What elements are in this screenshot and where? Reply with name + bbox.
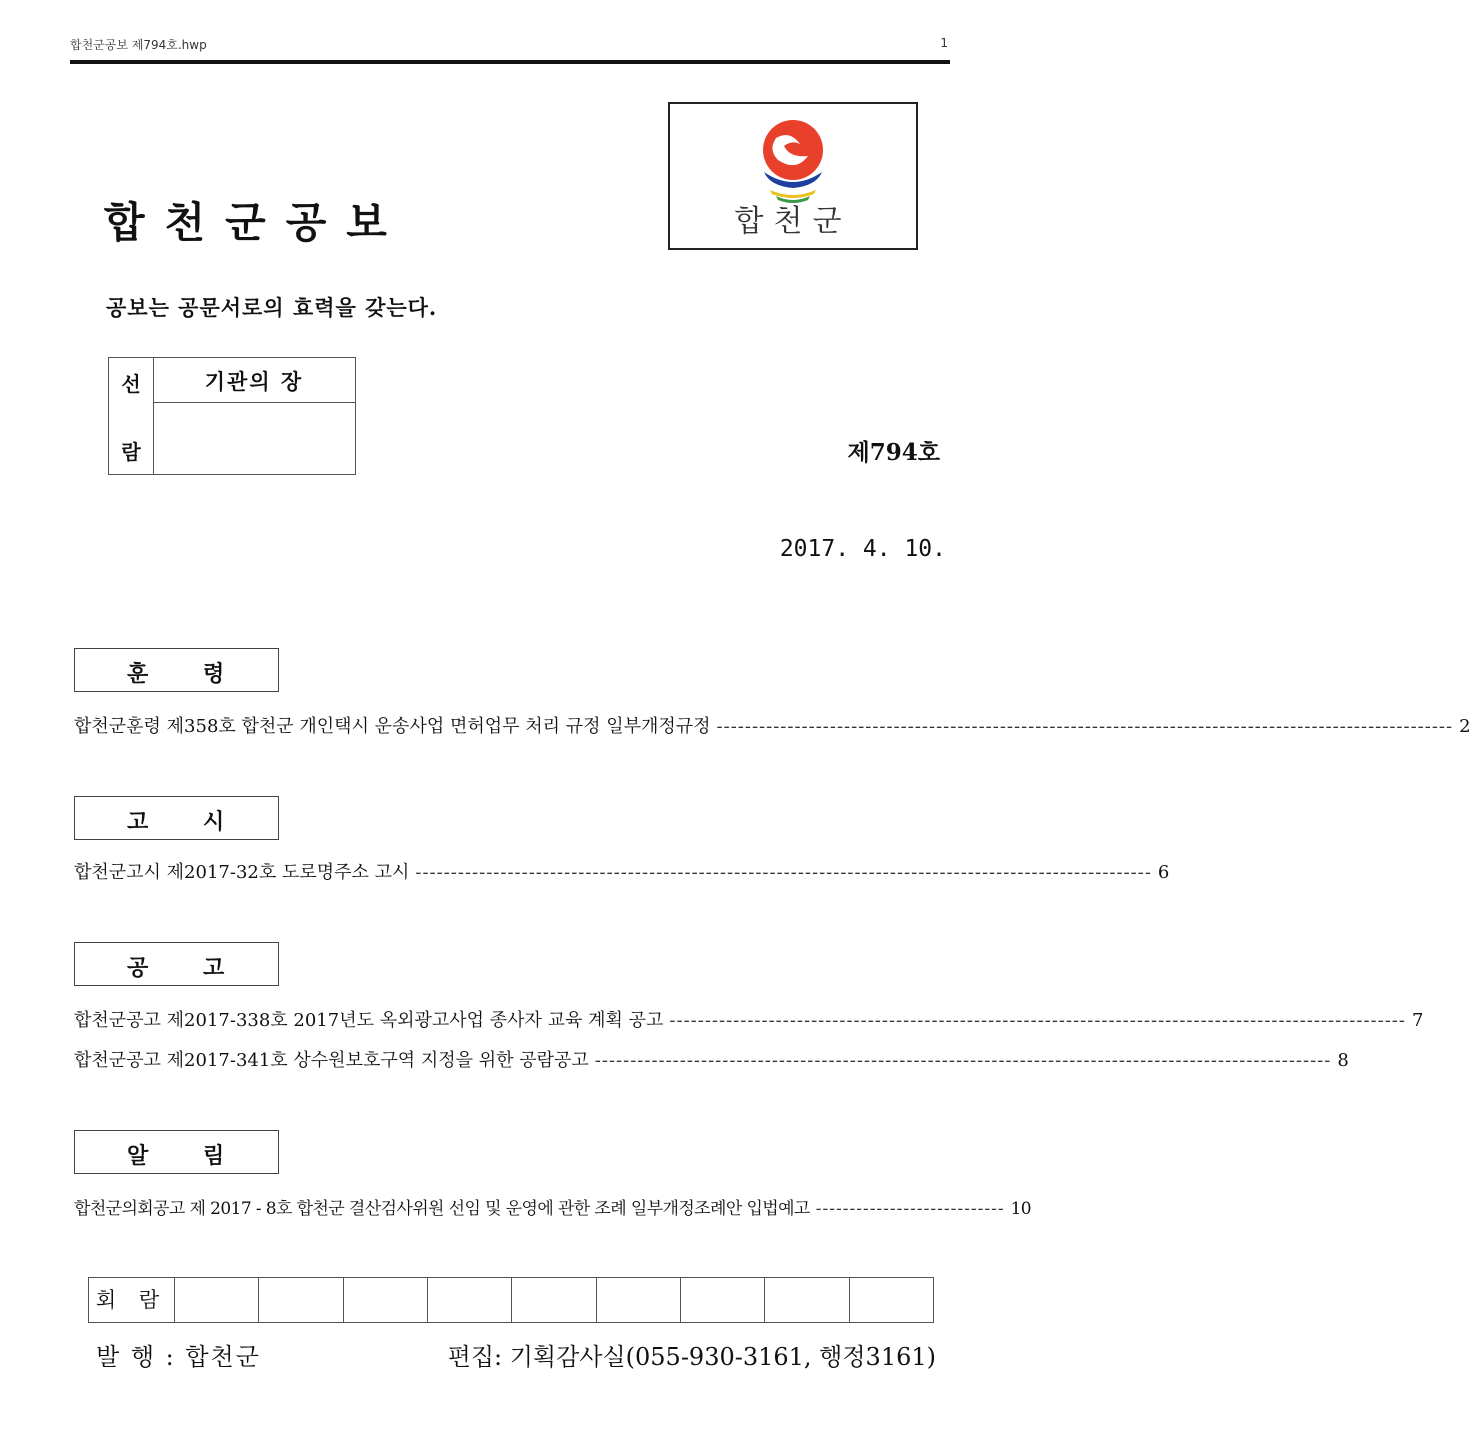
section-label-char-1: 알: [127, 1144, 149, 1169]
publisher-line: 발 행 : 합천군: [96, 1343, 261, 1371]
section-label-char-2: 림: [203, 1144, 225, 1169]
toc-entry-text: 합천군공고 제2017-341호 상수원보호구역 지정을 위한 공람공고: [74, 1050, 589, 1071]
approval-side-top: 선: [121, 372, 141, 396]
approval-divider-horizontal: [153, 402, 355, 403]
tagline: 공보는 공문서로의 효력을 갖는다.: [106, 295, 438, 320]
section-header-gosi: [74, 796, 279, 840]
toc-leader: --------------------------------------------------------------------------------------------------------: [669, 1010, 1406, 1031]
toc-entry-page: 10: [1010, 1199, 1032, 1219]
toc-entry-text: 합천군공고 제2017-338호 2017년도 옥외광고사업 종사자 교육 계획 공고: [74, 1010, 664, 1031]
circulation-sign-cell: [259, 1278, 343, 1322]
toc-entry-page: 6: [1157, 862, 1170, 883]
circulation-sign-cell: [175, 1278, 259, 1322]
toc-entry[interactable]: [74, 1194, 1032, 1219]
section-label-char-1: 훈: [127, 662, 149, 687]
section-label-char-1: 고: [127, 810, 149, 835]
approval-heading: 기관의 장: [204, 369, 304, 394]
circulation-sign-cell: [597, 1278, 681, 1322]
county-emblem-icon: [756, 114, 830, 204]
toc-entry[interactable]: [74, 858, 1170, 884]
page-title: 합천군공보: [104, 198, 407, 247]
section-label-char-1: 공: [127, 956, 149, 981]
section-header-gonggo: [74, 942, 279, 986]
issue-number: 제794호: [847, 439, 940, 466]
toc-entry[interactable]: [74, 1006, 1424, 1032]
circulation-sign-cell: [765, 1278, 849, 1322]
section-label-char-2: 령: [203, 662, 225, 687]
toc-entry[interactable]: [74, 1046, 1349, 1072]
approval-table: [108, 357, 356, 475]
section-header-allim: [74, 1130, 279, 1174]
toc-entry-text: 합천군훈령 제358호 합천군 개인택시 운송사업 면허업무 처리 규정 일부개정규정: [74, 716, 711, 737]
running-header-page-number: 1: [940, 36, 948, 50]
toc-leader: --------------------------------------------------------------------------------------------------------: [594, 1050, 1332, 1071]
toc-leader: ----------------------------: [815, 1199, 1005, 1219]
circulation-sign-cell: [344, 1278, 428, 1322]
toc-leader: --------------------------------------------------------------------------------------------------------: [415, 862, 1152, 883]
toc-entry-page: 8: [1337, 1050, 1349, 1071]
circulation-sign-cell: [428, 1278, 512, 1322]
circulation-table: [88, 1277, 934, 1323]
issue-date: 2017. 4. 10.: [779, 536, 946, 562]
editor-line: 편집: 기획감사실(055-930-3161, 행정3161): [447, 1343, 936, 1371]
circulation-label: 회 람: [89, 1278, 175, 1322]
circulation-sign-cell: [512, 1278, 596, 1322]
section-label-char-2: 시: [203, 810, 225, 835]
section-label-char-2: 고: [203, 956, 225, 981]
toc-entry-text: 합천군의회공고 제 2017 - 8호 합천군 결산검사위원 선임 및 운영에 관한 조례 일부개정조례안 입법예고: [74, 1199, 810, 1219]
approval-side-bottom: 람: [121, 440, 141, 464]
county-logo-box: [668, 102, 918, 250]
circulation-sign-cell: [850, 1278, 933, 1322]
toc-entry-page: 7: [1411, 1010, 1424, 1031]
logo-label: 합천군: [734, 204, 852, 239]
header-rule: [70, 60, 950, 64]
running-header-filename: 합천군공보 제794호.hwp: [70, 38, 207, 52]
toc-entry[interactable]: [74, 712, 1471, 738]
circulation-sign-cell: [681, 1278, 765, 1322]
section-header-hunryeong: [74, 648, 279, 692]
toc-entry-page: 2: [1459, 716, 1471, 737]
toc-entry-text: 합천군고시 제2017-32호 도로명주소 고시: [74, 862, 410, 883]
toc-leader: --------------------------------------------------------------------------------------------------------: [716, 716, 1454, 737]
